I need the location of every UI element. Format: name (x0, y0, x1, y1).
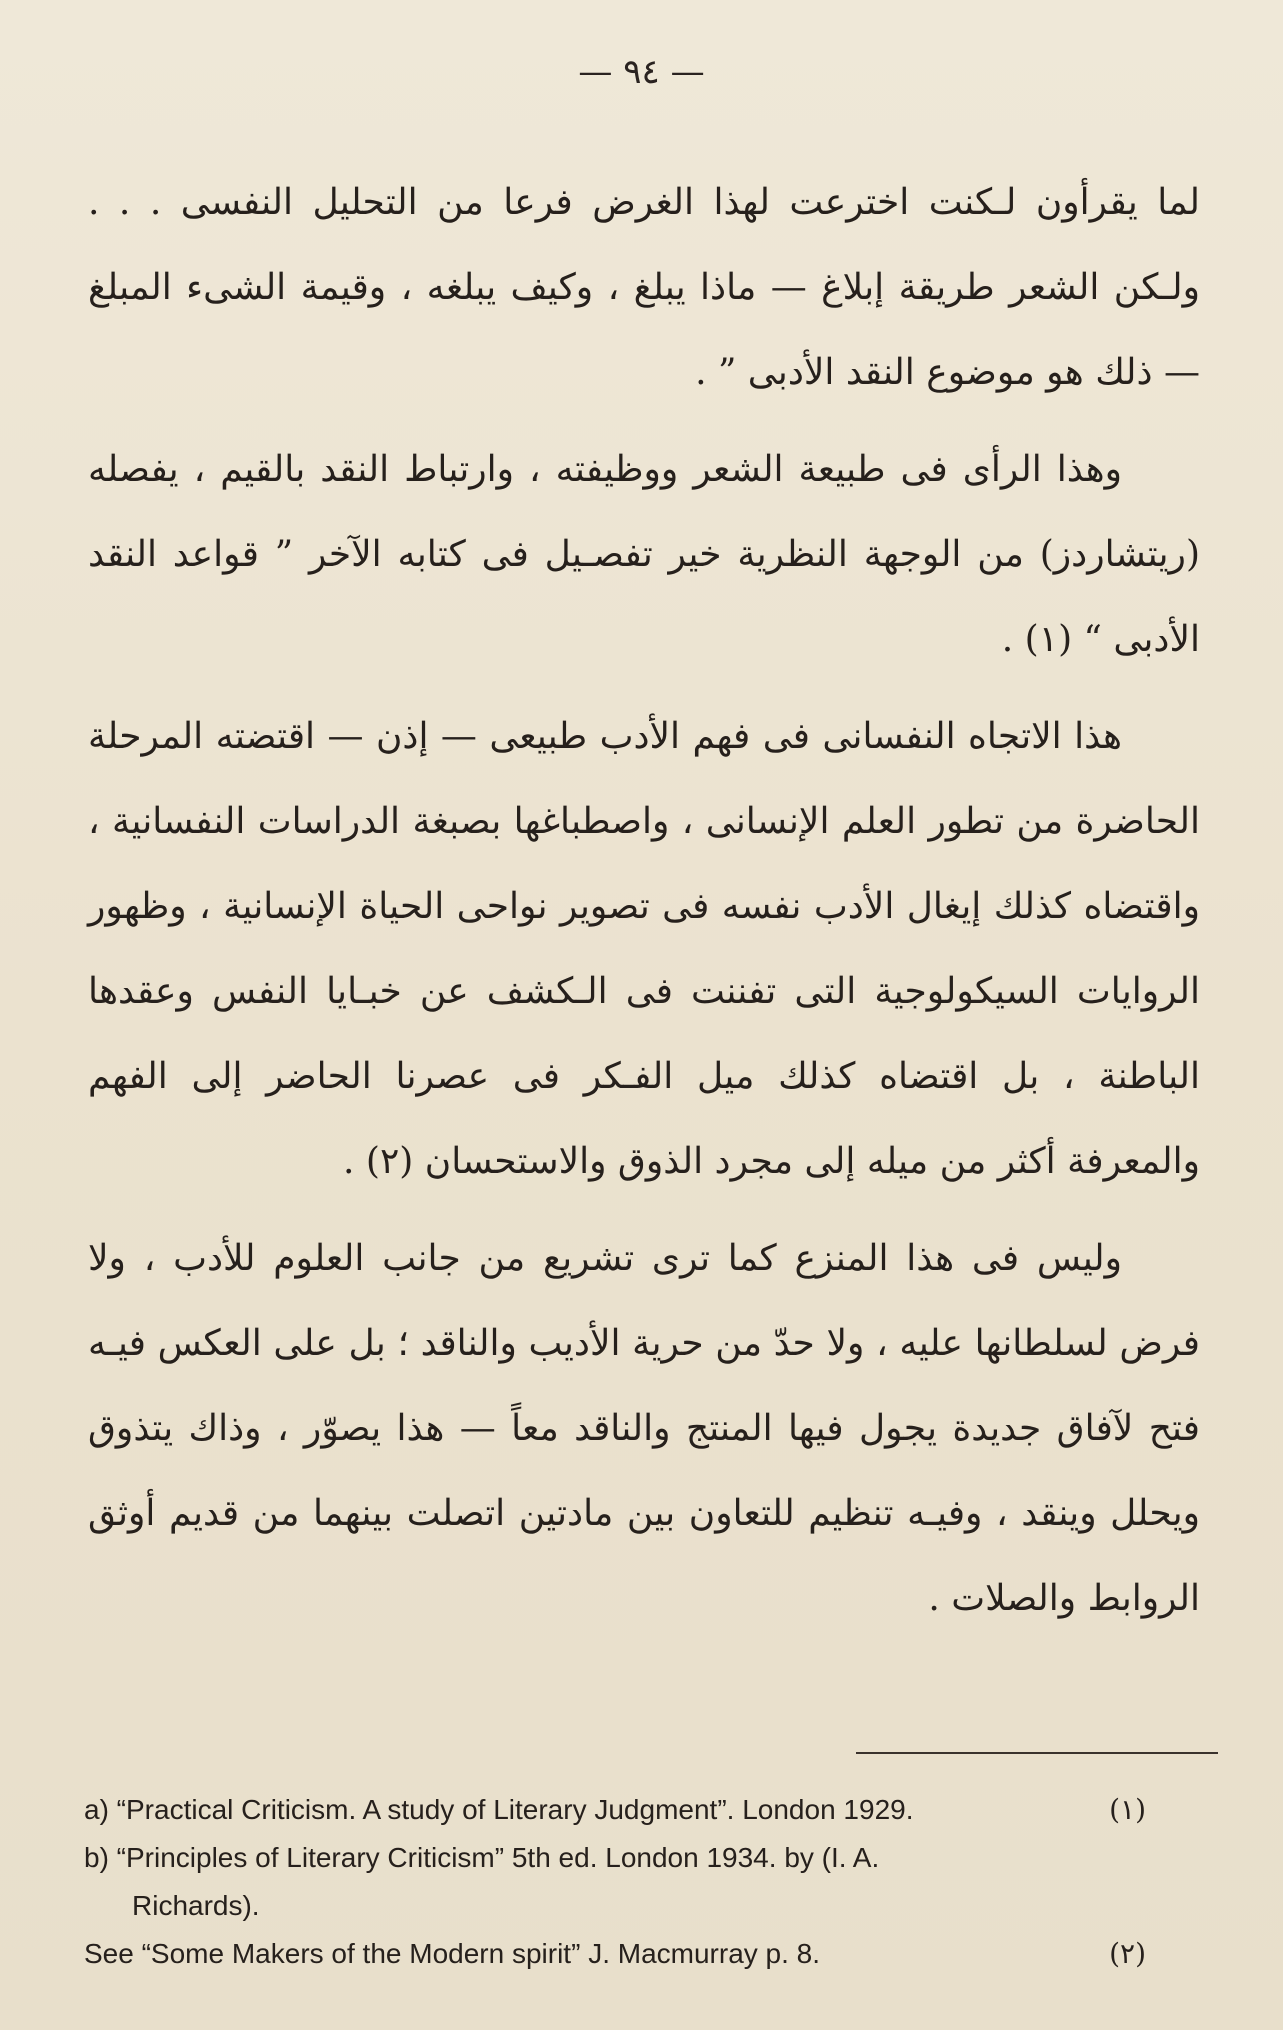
footnote-1b-continuation (84, 1882, 1144, 1930)
footnote-separator (856, 1752, 1218, 1754)
main-text (88, 160, 1200, 1641)
footnote-1b (84, 1834, 1144, 1882)
footnote-1a (84, 1786, 1144, 1834)
footnote-1b-text-cont: Richards). (132, 1890, 260, 1921)
paragraph-1: لما يقرأون لـكنت اخترعت لهذا الغرض فرعا من التحليل النفسى . . . ولـكن الشعر طريقة إبلاغ — ماذا يبلغ ، وكيف يبلغه ، وقيمة الشىء المبلغ — ذلك هو موضوع النقد الأدبى ” . (88, 182, 1200, 393)
footnote-2-number: (٢) (1109, 1937, 1146, 1970)
paragraph-4: وليس فى هذا المنزع كما ترى تشريع من جانب العلوم للأدب ، ولا فرض لسلطانها عليه ، ولا حدّ من حرية الأديب والناقد ؛ بل على العكس فيـه فتح لآفاق جديدة يجول فيها المنتج والناقد معاً — هذا يصوّر ، وذاك يتذوق ويحلل وينقد ، وفيـه تنظيم للتعاون بين مادتين اتصلت بينهما من قديم أوثق الروابط والصلات . (88, 1238, 1200, 1619)
footnote-1-number: (١) (1109, 1793, 1146, 1826)
paragraph-3: هذا الاتجاه النفسانى فى فهم الأدب طبيعى — إذن — اقتضته المرحلة الحاضرة من تطور العلم الإنسانى ، واصطباغها بصبغة الدراسات النفسانية ، واقتضاه كذلك إيغال الأدب نفسه فى تصوير نواحى الحياة الإنسانية ، وظهور الروايات السيكولوجية التى تفننت فى الـكشف عن خبـايا النفس وعقدها الباطنة ، بل اقتضاه كذلك ميل الفـكر فى عصرنا الحاضر إلى الفهم والمعرفة أكثر من ميله إلى مجرد الذوق والاستحسان (٢) . (88, 716, 1200, 1182)
footnotes (84, 1786, 1144, 1978)
paragraph-2: وهذا الرأى فى طبيعة الشعر ووظيفته ، وارتباط النقد بالقيم ، يفصله (ريتشاردز) من الوجهة النظرية خير تفصـيل فى كتابه الآخر ” قواعد النقد الأدبى “ (١) . (88, 449, 1200, 660)
footnote-1b-text: b) “Principles of Literary Criticism” 5th ed. London 1934. by (I. A. (84, 1842, 880, 1873)
footnote-2-text: See “Some Makers of the Modern spirit” J. Macmurray p. 8. (84, 1938, 821, 1969)
page-number: — ٩٤ — (578, 52, 705, 92)
footnote-1a-text: a) “Practical Criticism. A study of Literary Judgment”. London 1929. (84, 1794, 914, 1825)
footnote-2 (84, 1930, 1144, 1978)
